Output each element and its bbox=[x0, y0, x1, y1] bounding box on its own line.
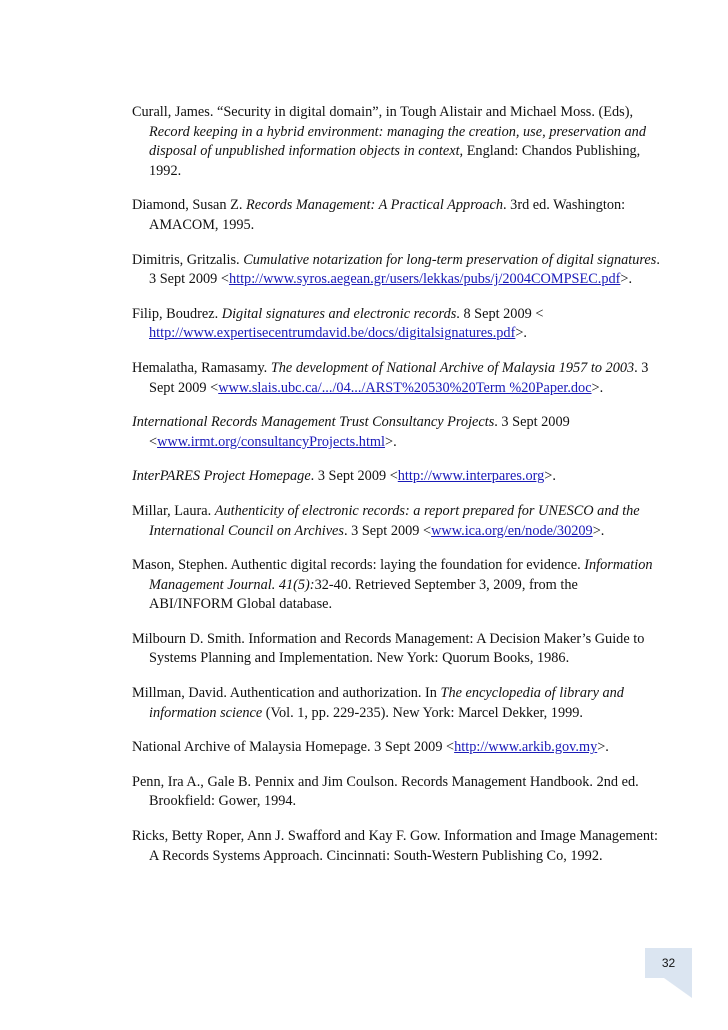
reference-title: InterPARES Project Homepage bbox=[132, 468, 311, 485]
reference-text: Ricks, Betty Roper, Ann J. Swafford and Kay F. Gow. Information and Image Management: A Records Systems Approach. Cincinnati: South-Western Publishing Co, 1992. bbox=[132, 828, 658, 864]
reference-text: Curall, James. “Security in digital domain”, in Tough Alistair and Michael Moss. (Eds), bbox=[132, 104, 634, 120]
reference-text: Milbourn D. Smith. Information and Records Management: A Decision Maker’s Guide to Systems Planning and Implementation. New York: Quorum Books, 1986. bbox=[132, 630, 645, 667]
reference-entry bbox=[132, 630, 662, 669]
reference-entry bbox=[132, 413, 662, 452]
reference-entry bbox=[132, 359, 662, 398]
reference-text: . 3 Sept 2009 < bbox=[343, 522, 432, 539]
reference-text: . 3 Sept 2009 < bbox=[310, 468, 398, 485]
reference-title: Records Management: A Practical Approach bbox=[245, 197, 504, 214]
reference-title: The encyclopedia of library and information science bbox=[149, 685, 624, 721]
reference-text: >. bbox=[515, 325, 527, 342]
reference-entry bbox=[132, 556, 662, 615]
reference-text: Filip, Boudrez. bbox=[132, 305, 222, 322]
reference-text: . 3rd ed. Washington: AMACOM, 1995. bbox=[149, 197, 626, 233]
reference-title: Cumulative notarization for long-term preservation of digital signatures bbox=[243, 251, 657, 268]
reference-text: 32-40. Retrieved September 3, 2009, from the ABI/INFORM Global database. bbox=[149, 576, 578, 613]
reference-entry bbox=[132, 196, 662, 235]
page-number-label: 32 bbox=[661, 956, 676, 970]
reference-text: >. bbox=[620, 271, 633, 288]
reference-text: >. bbox=[544, 468, 556, 485]
reference-link[interactable]: www.slais.ubc.ca/.../04.../ARST%20530%20Term %20Paper.doc bbox=[218, 379, 592, 396]
reference-text: . 8 Sept 2009 < bbox=[456, 305, 544, 322]
reference-list bbox=[132, 103, 662, 881]
reference-title: Authenticity of electronic records: a report prepared for UNESCO and the International Council on Archives bbox=[149, 502, 640, 539]
reference-entry bbox=[132, 827, 662, 866]
reference-text: (Vol. 1, pp. 229-235). New York: Marcel Dekker, 1999. bbox=[262, 704, 583, 721]
reference-entry bbox=[132, 684, 662, 723]
reference-text: . 3 Sept 2009 < bbox=[149, 414, 570, 450]
reference-title: Digital signatures and electronic records bbox=[221, 305, 457, 322]
reference-text: Penn, Ira A., Gale B. Pennix and Jim Coulson. Records Management Handbook. 2nd ed. Brookfield: Gower, 1994. bbox=[132, 773, 639, 810]
reference-entry bbox=[132, 467, 662, 487]
reference-entry bbox=[132, 251, 662, 290]
reference-text: Mason, Stephen. Authentic digital records: laying the foundation for evidence. bbox=[132, 557, 585, 574]
reference-title: International Records Management Trust Consultancy Projects bbox=[132, 414, 495, 431]
reference-link[interactable]: http://www.arkib.gov.my bbox=[454, 739, 598, 756]
reference-entry bbox=[132, 773, 662, 812]
reference-entry bbox=[132, 738, 662, 758]
reference-title: Record keeping in a hybrid environment: managing the creation, use, preservation and disposal of unpublished information objects in context, bbox=[149, 123, 646, 160]
reference-link[interactable]: http://www.syros.aegean.gr/users/lekkas/pubs/j/2004COMPSEC.pdf bbox=[228, 271, 621, 288]
reference-text: . 3 Sept 2009 < bbox=[149, 251, 660, 288]
reference-text: Hemalatha, Ramasamy. bbox=[132, 359, 271, 376]
reference-link[interactable]: www.irmt.org/consultancyProjects.html bbox=[157, 433, 386, 450]
reference-entry bbox=[132, 103, 662, 181]
reference-text: Diamond, Susan Z. bbox=[132, 197, 246, 214]
reference-link[interactable]: http://www.interpares.org bbox=[397, 468, 545, 485]
reference-text: >. bbox=[597, 739, 609, 756]
reference-text: >. bbox=[592, 522, 605, 539]
page-number bbox=[645, 948, 692, 978]
page-corner-fold bbox=[664, 978, 692, 998]
reference-link[interactable]: www.ica.org/en/node/30209 bbox=[431, 522, 593, 539]
reference-link[interactable]: http://www.expertisecentrumdavid.be/docs/digitalsignatures.pdf bbox=[149, 325, 516, 342]
reference-entry bbox=[132, 502, 662, 541]
reference-text: Millman, David. Authentication and authorization. In bbox=[132, 685, 441, 702]
reference-text: >. bbox=[591, 379, 604, 396]
reference-text: Millar, Laura. bbox=[132, 502, 215, 519]
reference-title: Information Management Journal. 41(5): bbox=[149, 557, 653, 593]
reference-text: National Archive of Malaysia Homepage. 3 Sept 2009 < bbox=[132, 739, 455, 756]
reference-entry bbox=[132, 305, 662, 344]
reference-text: Dimitris, Gritzalis. bbox=[132, 251, 244, 268]
reference-text: >. bbox=[385, 433, 397, 450]
reference-title: The development of National Archive of Malaysia 1957 to 2003 bbox=[270, 359, 635, 376]
reference-text: . 3 Sept 2009 < bbox=[149, 359, 649, 396]
reference-text: England: Chandos Publishing, 1992. bbox=[149, 143, 641, 179]
